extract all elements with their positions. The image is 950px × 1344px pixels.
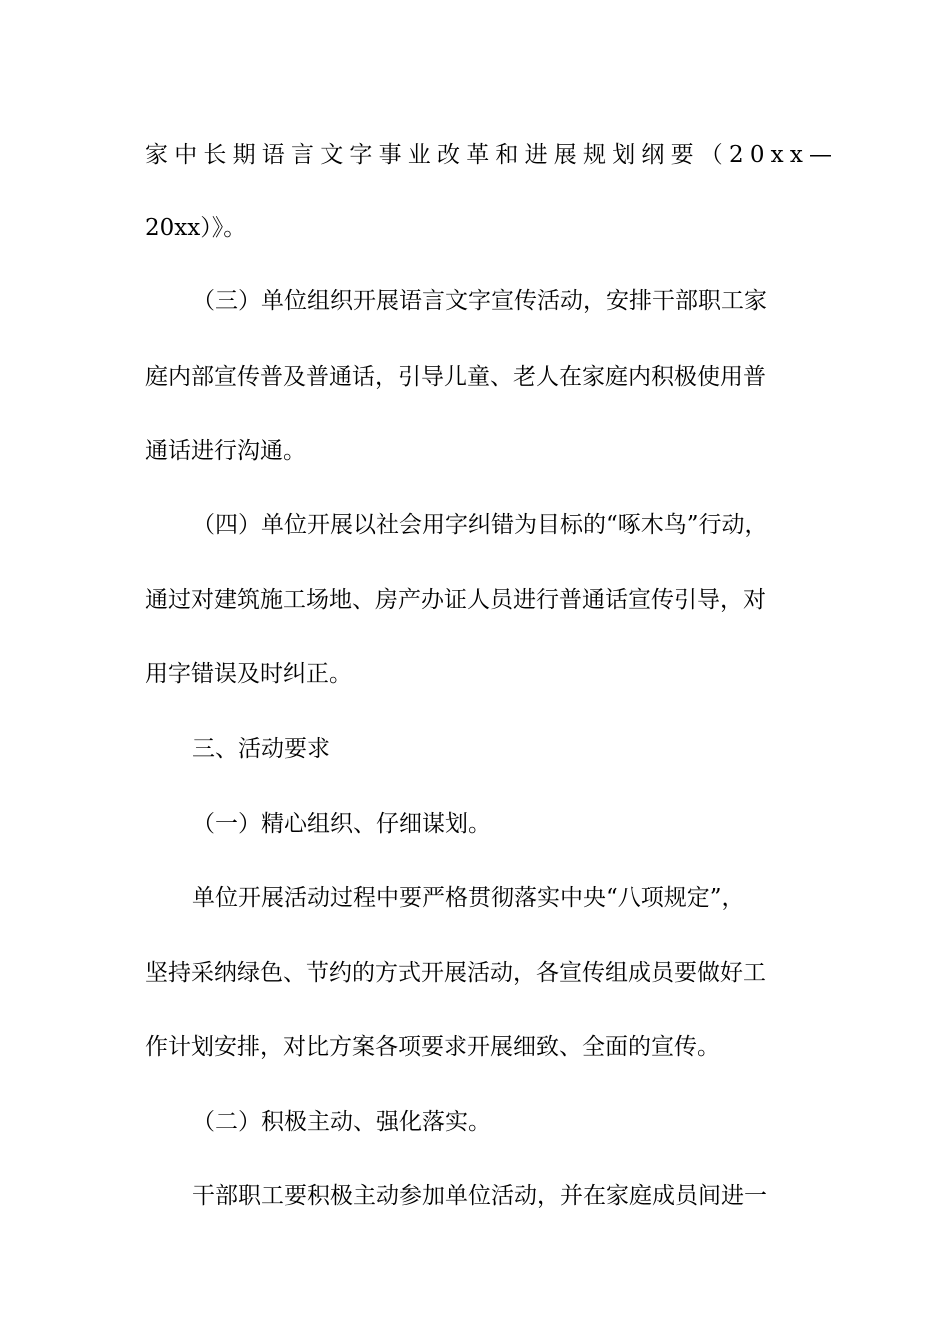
text-line: 家中长期语言文字事业改革和进展规划纲要（20xx—	[145, 142, 839, 168]
subsection-heading: （二）积极主动、强化落实。	[192, 1109, 491, 1135]
section-heading: 三、活动要求	[192, 736, 330, 762]
text-line: 通过对建筑施工场地、房产办证人员进行普通话宣传引导，对	[145, 587, 766, 613]
text-line: 干部职工要积极主动参加单位活动，并在家庭成员间进一	[192, 1183, 767, 1209]
paragraph-heading: （三）单位组织开展语言文字宣传活动，安排干部职工家	[192, 288, 767, 314]
subsection-heading: （一）精心组织、仔细谋划。	[192, 811, 491, 837]
text-line: 用字错误及时纠正。	[145, 661, 352, 687]
text-line: 通话进行沟通。	[145, 438, 306, 464]
text-line: 坚持采纳绿色、节约的方式开展活动，各宣传组成员要做好工	[145, 960, 766, 986]
paragraph-heading: （四）单位开展以社会用字纠错为目标的“啄木鸟”行动，	[192, 512, 768, 538]
text-line: 作计划安排，对比方案各项要求开展细致、全面的宣传。	[145, 1034, 720, 1060]
text-line: 单位开展活动过程中要严格贯彻落实中央“八项规定”，	[192, 885, 745, 911]
text-line: 庭内部宣传普及普通话，引导儿童、老人在家庭内积极使用普	[145, 364, 766, 390]
text-line: 20xx）》。	[145, 215, 247, 241]
